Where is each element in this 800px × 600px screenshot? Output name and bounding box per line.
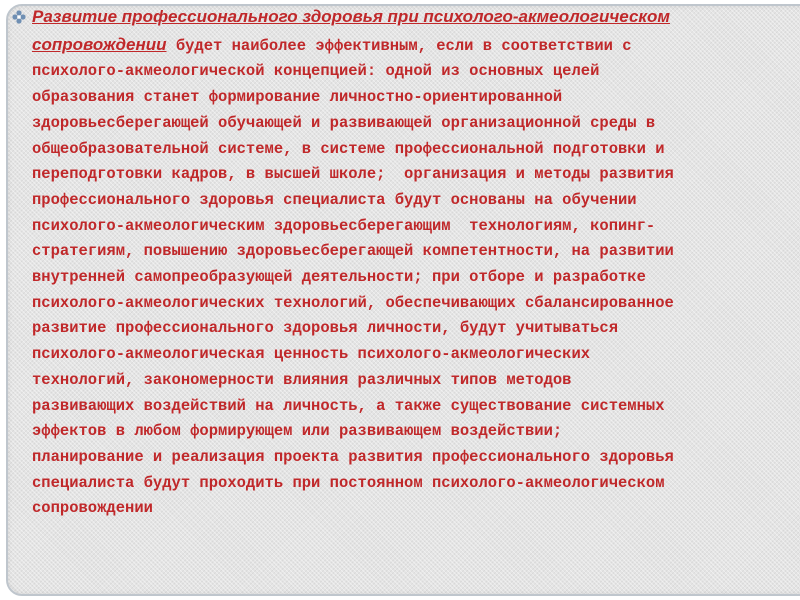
text-line: развивающих воздействий на личность, а также существование системных [32, 396, 665, 415]
text-line: эффектов в любом формирующем или развивающем воздействии; [32, 422, 563, 441]
text-line: профессионального здоровья специалиста будут основаны на обучении [32, 190, 637, 209]
text-line: технологий, закономерности влияния различных типов методов [32, 370, 572, 389]
lead-phrase-line2: сопровождении [32, 34, 167, 54]
text-line: психолого-акмеологическая ценность психолого-акмеологических [32, 345, 591, 364]
text-line: планирование и реализация проекта развития профессионального здоровья [32, 447, 674, 466]
text-line: психолого-акмеологическим здоровьесберегающим технологиям, копинг- [32, 216, 656, 235]
text-line: образования станет формирование личностно-ориентированной [32, 88, 563, 107]
text-line: будет наиболее эффективным, если в соответствии с [166, 36, 632, 55]
text-line: развитие профессионального здоровья личности, будут учитываться [32, 319, 618, 338]
text-line: стратегиям, повышению здоровьесберегающей компетентности, на развитии [32, 242, 674, 261]
text-line: специалиста будут проходить при постоянном психолого-акмеологическом [32, 473, 665, 492]
text-line: психолого-акмеологических технологий, обеспечивающих сбалансированное [32, 293, 674, 312]
text-line: переподготовки кадров, в высшей школе; организация и методы развития [32, 165, 674, 184]
text-line: внутренней самопреобразующей деятельности; при отборе и разработке [32, 268, 646, 287]
text-line: общеобразовательной системе, в системе профессиональной подготовки и [32, 139, 665, 158]
text-line: здоровьесберегающей обучающей и развивающей организационной среды в [32, 113, 656, 132]
flower-bullet-icon [12, 10, 26, 24]
text-line: сопровождении [32, 499, 153, 518]
lead-phrase-line1: Развитие профессионального здоровья при психолого-акмеологическом [32, 7, 670, 26]
paragraph [32, 4, 800, 522]
text-line: психолого-акмеологической концепцией: одной из основных целей [32, 62, 600, 81]
